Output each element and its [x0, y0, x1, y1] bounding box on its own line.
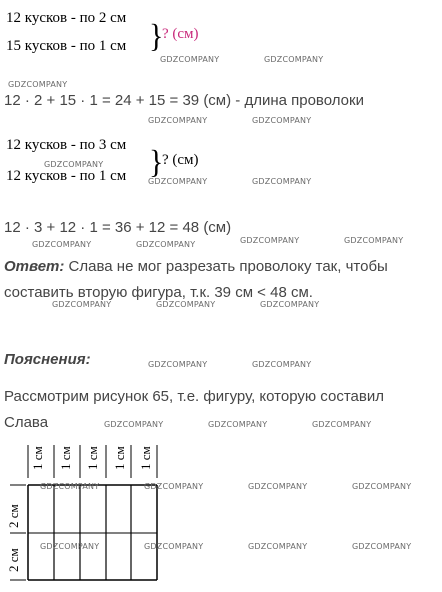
- watermark: GDZCOMPANY: [160, 55, 220, 64]
- explanation-line2: Слава: [4, 414, 49, 431]
- watermark: GDZCOMPANY: [148, 177, 208, 186]
- watermark: GDZCOMPANY: [248, 542, 308, 551]
- watermark: GDZCOMPANY: [240, 236, 300, 245]
- answer-text1: Слава не мог разрезать проволоку так, чтобы: [64, 258, 388, 275]
- explanation-label: Пояснения:: [4, 351, 91, 368]
- watermark: GDZCOMPANY: [156, 300, 216, 309]
- watermark: GDZCOMPANY: [44, 160, 104, 169]
- answer-line2: составить вторую фигура, т.к. 39 см < 48 см.: [4, 284, 313, 301]
- watermark: GDZCOMPANY: [40, 482, 100, 491]
- top-label-5: 1 см: [138, 446, 153, 470]
- problem1-line2: 15 кусков - по 1 см: [6, 38, 127, 54]
- side-label-2: 2 см: [6, 548, 21, 572]
- watermark: GDZCOMPANY: [32, 240, 92, 249]
- watermark: GDZCOMPANY: [252, 177, 312, 186]
- problem1-formula: 12 · 2 + 15 · 1 = 24 + 15 = 39 (см) - длина проволоки: [4, 92, 364, 109]
- explanation-line1: Рассмотрим рисунок 65, т.е. фигуру, которую составил: [4, 388, 384, 405]
- watermark: GDZCOMPANY: [136, 240, 196, 249]
- problem2-formula: 12 · 3 + 12 · 1 = 36 + 12 = 48 (см): [4, 219, 232, 236]
- watermark: GDZCOMPANY: [208, 420, 268, 429]
- watermark: GDZCOMPANY: [40, 542, 100, 551]
- top-label-3: 1 см: [85, 446, 100, 470]
- watermark: GDZCOMPANY: [312, 420, 372, 429]
- watermark: GDZCOMPANY: [260, 300, 320, 309]
- watermark: GDZCOMPANY: [8, 80, 68, 89]
- top-label-4: 1 см: [112, 446, 127, 470]
- watermark: GDZCOMPANY: [252, 116, 312, 125]
- watermark: GDZCOMPANY: [352, 542, 412, 551]
- top-label-2: 1 см: [58, 446, 73, 470]
- top-label-1: 1 см: [30, 446, 45, 470]
- problem1-brace: }: [149, 18, 164, 55]
- problem2-line1: 12 кусков - по 3 см: [6, 137, 127, 153]
- side-label-1: 2 см: [6, 504, 21, 528]
- watermark: GDZCOMPANY: [148, 360, 208, 369]
- watermark: GDZCOMPANY: [264, 55, 324, 64]
- watermark: GDZCOMPANY: [252, 360, 312, 369]
- watermark: GDZCOMPANY: [248, 482, 308, 491]
- problem2-line2: 12 кусков - по 1 см: [6, 168, 127, 184]
- watermark: GDZCOMPANY: [344, 236, 404, 245]
- watermark: GDZCOMPANY: [144, 542, 204, 551]
- watermark: GDZCOMPANY: [52, 300, 112, 309]
- watermark: GDZCOMPANY: [144, 482, 204, 491]
- watermark: GDZCOMPANY: [352, 482, 412, 491]
- problem1-line1: 12 кусков - по 2 см: [6, 10, 127, 26]
- problem2-brace: }: [149, 144, 164, 181]
- watermark: GDZCOMPANY: [148, 116, 208, 125]
- question-mark: ? (см): [162, 26, 199, 42]
- answer-label: Ответ:: [4, 258, 65, 275]
- problem2-question: ? (см): [162, 152, 199, 168]
- watermark: GDZCOMPANY: [104, 420, 164, 429]
